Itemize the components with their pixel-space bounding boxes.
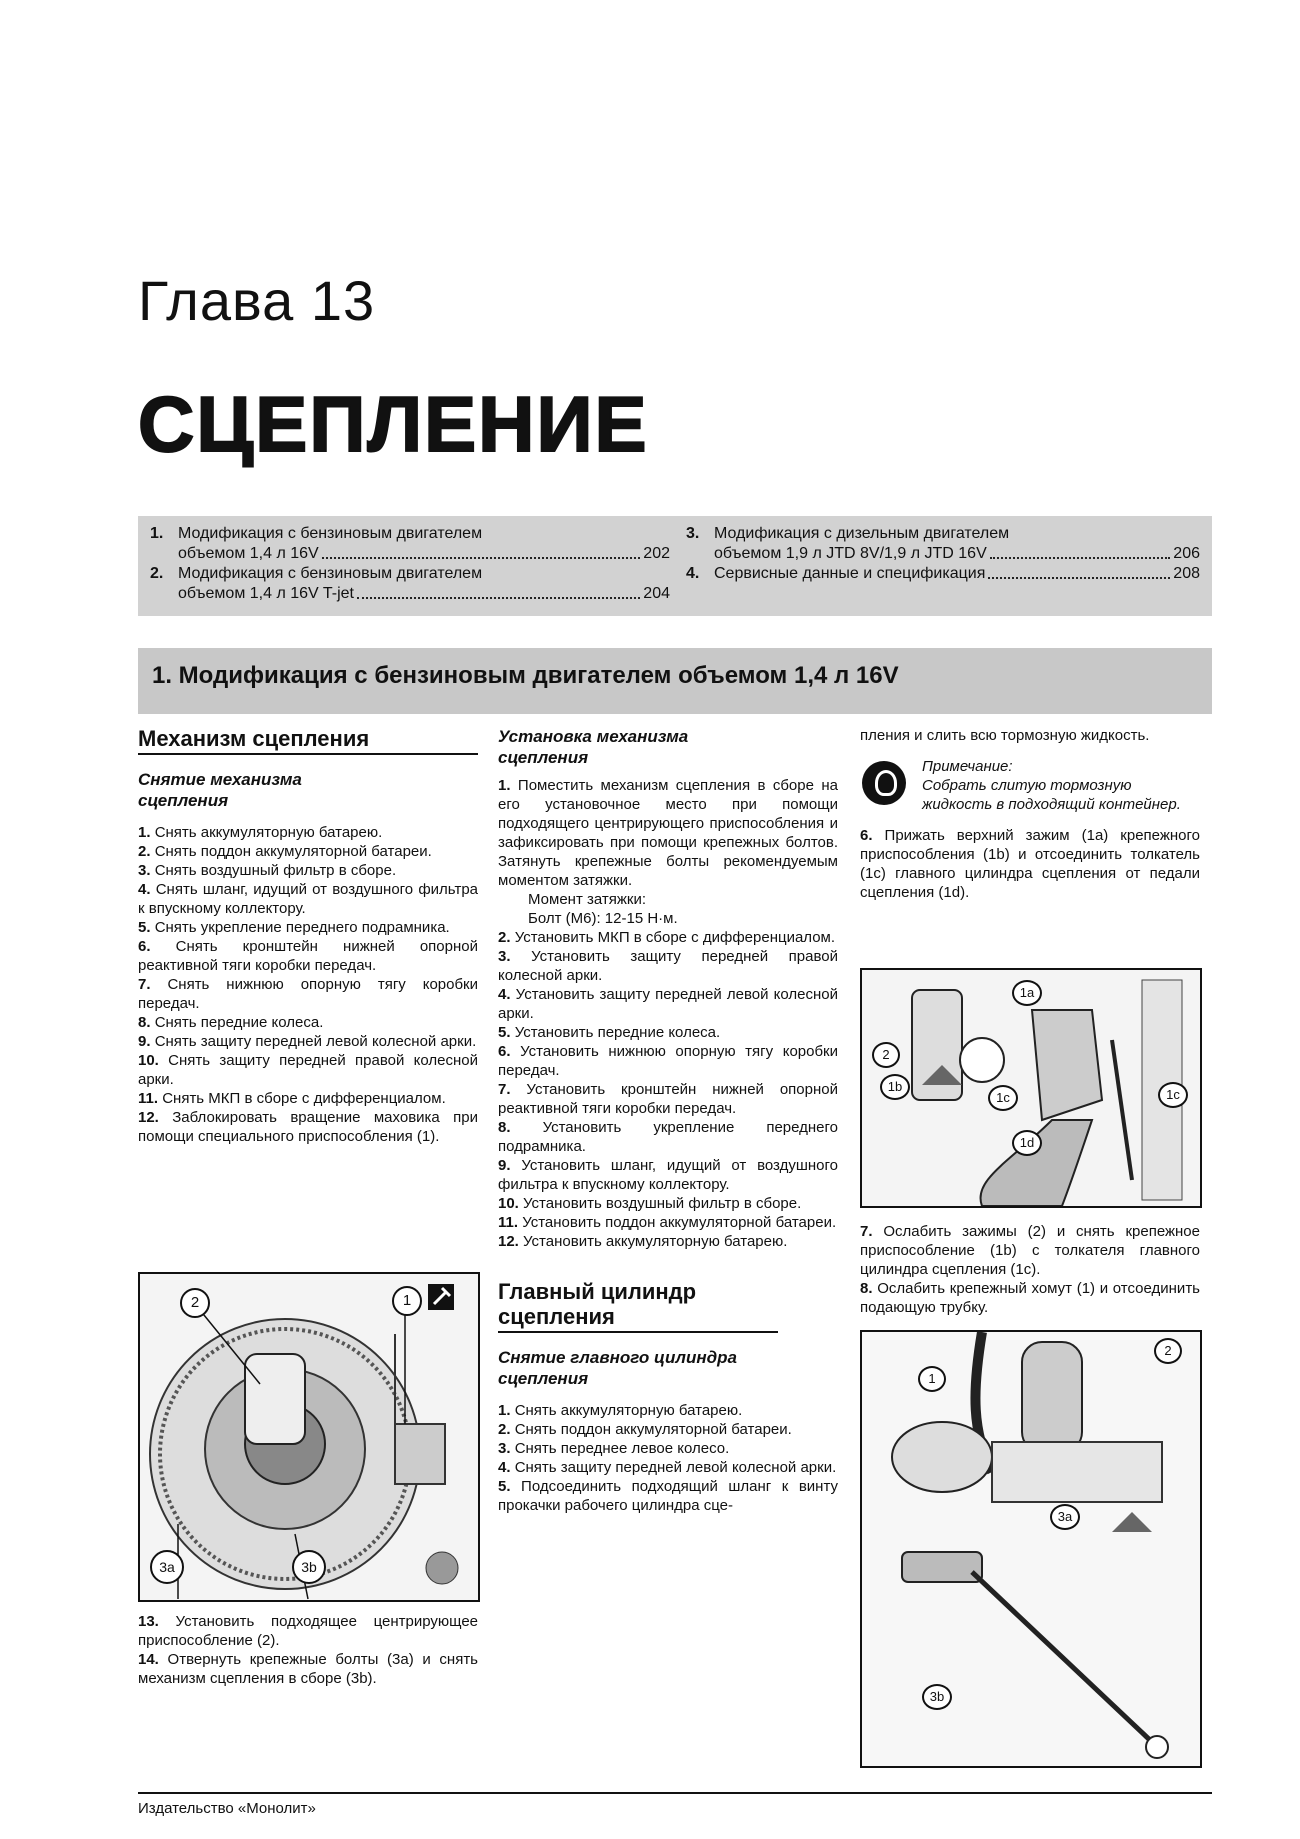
torque-label: Момент затяжки: <box>528 891 647 908</box>
step-item: 7. Снять нижнюю опорную тягу коробки передач. <box>138 976 479 1012</box>
master-cylinder-illustration <box>862 1332 1200 1766</box>
callout-1b: 1b <box>880 1074 910 1100</box>
step-item: 3. Снять воздушный фильтр в сборе. <box>138 862 397 879</box>
step-item: 1. Поместить механизм сцепления в сборе на его установочное место при помощи подходящего центрирующего приспособления и зафиксировать при помощи крепежных болтов. Затянуть крепежные болты рекомендуемым моментом затяжки. <box>498 777 838 889</box>
toc-page: 202 <box>643 545 670 562</box>
steps-list-continued <box>138 1612 478 1688</box>
callout-3b: 3b <box>922 1684 952 1710</box>
step-item: 5. Установить передние колеса. <box>498 1024 721 1041</box>
toc-page: 206 <box>1173 545 1200 562</box>
toc-item[interactable]: 4. Сервисные данные и спецификация 208 <box>686 565 1200 582</box>
step-item: 6. Снять кронштейн нижней опорной реактивной тяги коробки передач. <box>138 938 478 974</box>
step-item: 3. Снять переднее левое колесо. <box>498 1440 730 1457</box>
step-item: 10. Снять защиту передней правой колесной арки. <box>138 1052 478 1088</box>
steps-list <box>498 928 838 1251</box>
step-item: 3. Установить защиту передней правой колесной арки. <box>498 948 838 984</box>
subheading-master-removal: Снятие главного цилиндра сцепления <box>498 1348 737 1388</box>
publisher-footer: Издательство «Монолит» <box>138 1800 316 1817</box>
step-item: 1. Снять аккумуляторную батарею. <box>498 1402 743 1419</box>
step-item: 6. Прижать верхний зажим (1a) крепежного приспособления (1b) и отсоединить толкатель (1c) главного цилиндра сцепления от педали сцепления (1d). <box>860 827 1200 901</box>
callout-2: 2 <box>180 1288 210 1318</box>
column-1 <box>138 726 478 1146</box>
figure-master-cylinder <box>860 1330 1202 1768</box>
step-item: 4. Снять шланг, идущий от воздушного фильтра к впускному коллектору. <box>138 881 479 917</box>
column-3-lower <box>860 1222 1200 1317</box>
callout-2: 2 <box>872 1042 900 1068</box>
callout-1: 1 <box>392 1286 422 1316</box>
step-item: 2. Установить МКП в сборе с дифференциалом. <box>498 929 836 946</box>
subheading-removal: Снятие механизма сцепления <box>138 770 302 810</box>
steps-list <box>138 823 478 1146</box>
step-item: 4. Снять защиту передней левой колесной арки. <box>498 1459 837 1476</box>
step-item: 11. Снять МКП в сборе с дифференциалом. <box>138 1090 446 1107</box>
column-3 <box>860 726 1200 902</box>
heading-master-cylinder: Главный цилиндр сцепления <box>498 1279 778 1333</box>
callout-1a: 1a <box>1012 980 1042 1006</box>
step-item: 11. Установить поддон аккумуляторной батареи. <box>498 1214 837 1231</box>
step-item: 9. Установить шланг, идущий от воздушного фильтра к впускному коллектору. <box>498 1157 839 1193</box>
step-item: 6. Установить нижнюю опорную тягу коробки передач. <box>498 1043 838 1079</box>
toc-item[interactable]: 2. Модификация с бензиновым двигателем объемом 1,4 л 16V T-jet 204 <box>150 565 670 602</box>
step-item: 5. Снять укрепление переднего подрамника. <box>138 919 450 936</box>
note-label: Примечание: <box>922 758 1013 775</box>
section-title: 1. Модификация с бензиновым двигателем объемом 1,4 л 16V <box>152 662 899 689</box>
steps-list <box>498 1401 838 1515</box>
continued-text: пления и слить всю тормозную жидкость. <box>860 727 1150 744</box>
section-header <box>138 648 1212 714</box>
step-item: 2. Снять поддон аккумуляторной батареи. <box>138 843 432 860</box>
callout-3b: 3b <box>292 1550 326 1584</box>
toc-page: 208 <box>1173 565 1200 582</box>
step-item: 12. Заблокировать вращение маховика при помощи специального приспособления (1). <box>138 1109 478 1145</box>
step-item: 8. Снять передние колеса. <box>138 1014 324 1031</box>
page-title: СЦЕПЛЕНИЕ <box>138 380 649 468</box>
step-item: 8. Ослабить крепежный хомут (1) и отсоединить подающую трубку. <box>860 1280 1200 1316</box>
toc-item[interactable]: 1. Модификация с бензиновым двигателем объемом 1,4 л 16V 202 <box>150 525 670 562</box>
heading-clutch-mechanism: Механизм сцепления <box>138 726 478 755</box>
step-item: 10. Установить воздушный фильтр в сборе. <box>498 1195 802 1212</box>
lightbulb-icon <box>862 761 906 805</box>
torque-value: Болт (М6): 12-15 Н·м. <box>528 910 678 927</box>
callout-1: 1 <box>918 1366 946 1392</box>
callout-1c-right: 1c <box>1158 1082 1188 1108</box>
figure-flywheel <box>138 1272 480 1602</box>
step-item: 9. Снять защиту передней левой колесной арки. <box>138 1033 477 1050</box>
callout-2: 2 <box>1154 1338 1182 1364</box>
step-item: 12. Установить аккумуляторную батарею. <box>498 1233 788 1250</box>
step-item: 14. Отвернуть крепежные болты (3a) и снять механизм сцепления в сборе (3b). <box>138 1651 478 1687</box>
column-2 <box>498 726 838 1515</box>
callout-3a: 3a <box>1050 1504 1080 1530</box>
note-block <box>860 757 1200 814</box>
figure-pedal <box>860 968 1202 1208</box>
step-item: 7. Ослабить зажимы (2) и снять крепежное приспособление (1b) с толкателя главного цилиндра сцепления (1c). <box>860 1223 1200 1278</box>
step-item: 1. Снять аккумуляторную батарею. <box>138 824 383 841</box>
toc-item[interactable]: 3. Модификация с дизельным двигателем объемом 1,9 л JTD 8V/1,9 л JTD 16V 206 <box>686 525 1200 562</box>
step-item: 5. Подсоединить подходящий шланг к винту прокачки рабочего цилиндра сце- <box>498 1478 838 1514</box>
table-of-contents <box>138 516 1212 616</box>
step-item: 8. Установить укрепление переднего подрамника. <box>498 1119 839 1155</box>
note-text: Собрать слитую тормозную жидкость в подходящий контейнер. <box>922 777 1181 813</box>
step-item: 13. Установить подходящее центрирующее приспособление (2). <box>138 1613 479 1649</box>
toc-page: 204 <box>643 585 670 602</box>
chapter-number: Глава 13 <box>138 269 376 332</box>
callout-1d: 1d <box>1012 1130 1042 1156</box>
step-item: 4. Установить защиту передней левой колесной арки. <box>498 986 838 1022</box>
callout-3a: 3a <box>150 1550 184 1584</box>
step-item: 7. Установить кронштейн нижней опорной реактивной тяги коробки передач. <box>498 1081 838 1117</box>
subheading-installation: Установка механизма сцепления <box>498 727 689 767</box>
footer-divider <box>138 1792 1212 1794</box>
step-item: 2. Снять поддон аккумуляторной батареи. <box>498 1421 792 1438</box>
callout-1c: 1c <box>988 1085 1018 1111</box>
